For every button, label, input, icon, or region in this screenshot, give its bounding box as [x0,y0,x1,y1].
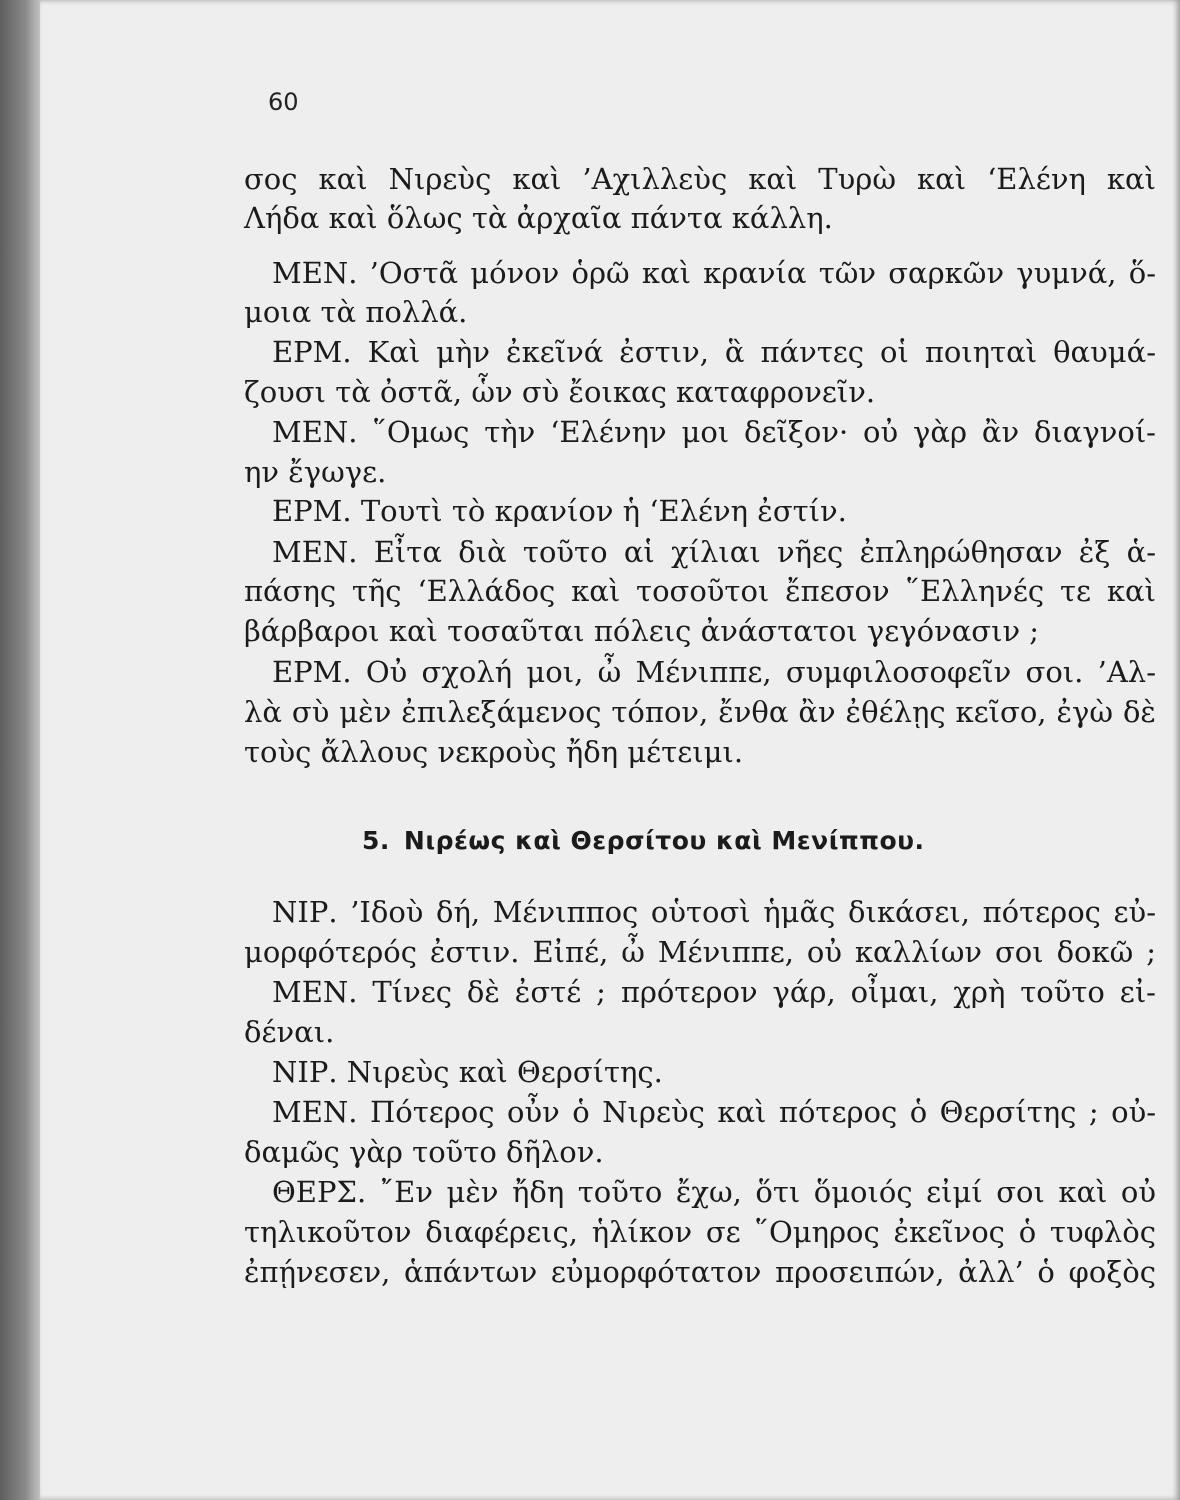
text-line: ΕΡΜ. Οὐ σχολή μοι, ὦ Μένιππε, συμφιλοσοφεῖν σοι. ’Αλ- [272,655,1156,689]
page-number: 60 [268,88,299,116]
text-line: ΜΕΝ. Εἶτα διὰ τοῦτο αἱ χίλιαι νῆες ἐπληρώθησαν ἐξ ἁ- [272,535,1156,569]
section-heading [362,826,925,855]
text-line: μορφότερός ἐστιν. Εἰπέ, ὦ Μένιππε, οὐ καλλίων σοι δοκῶ ; [244,935,1156,969]
text-line: ΝΙΡ. ’Ιδοὺ δή, Μένιππος οὑτοσὶ ἡμᾶς δικάσει, πότερος εὐ- [272,895,1156,929]
text-line: ΕΡΜ. Καὶ μὴν ἐκεῖνά ἐστιν, ἃ πάντες οἱ ποιηταὶ θαυμά- [272,335,1156,369]
text-line: ΕΡΜ. Τουτὶ τὸ κρανίον ἡ ‘Ελένη ἐστίν. [272,494,847,528]
text-line: ΜΕΝ. Τίνες δὲ ἐστέ ; πρότερον γάρ, οἶμαι, χρὴ τοῦτο εἰ- [272,975,1156,1009]
text-line: μοια τὰ πολλά. [244,295,468,329]
section-title: Νιρέως καὶ Θερσίτου καὶ Μενίππου. [403,826,925,855]
text-line: ΜΕΝ. ῞Ομως τὴν ‘Ελένην μοι δεῖξον· οὐ γὰρ ἂν διαγνοί- [272,415,1156,449]
text-line: ΜΕΝ. ’Οστᾶ μόνον ὁρῶ καὶ κρανία τῶν σαρκῶν γυμνά, ὅ- [272,256,1156,290]
text-line: ζουσι τὰ ὀστᾶ, ὧν σὺ ἔοικας καταφρονεῖν. [244,375,876,409]
text-line: ἐπῄνεσεν, ἁπάντων εὐμορφότατον προσειπών, ἀλλ’ ὁ φοξὸς [244,1255,1156,1289]
text-line: σος καὶ Νιρεὺς καὶ ’Αχιλλεὺς καὶ Τυρὼ καὶ ‘Ελένη καὶ [244,162,1156,196]
text-line: ΜΕΝ. Πότερος οὖν ὁ Νιρεὺς καὶ πότερος ὁ Θερσίτης ; οὐ- [272,1095,1156,1129]
text-line: ΝΙΡ. Νιρεὺς καὶ Θερσίτης. [272,1055,663,1089]
text-line: λὰ σὺ μὲν ἐπιλεξάμενος τόπον, ἔνθα ἂν ἐθέλῃς κεῖσο, ἐγὼ δὲ [244,695,1156,729]
text-line: πάσης τῆς ‘Ελλάδος καὶ τοσοῦτοι ἔπεσον ῞Ελληνές τε καὶ [244,574,1156,608]
text-line: Λήδα καὶ ὅλως τὰ ἀρχαῖα πάντα κάλλη. [244,201,833,235]
text-line: τοὺς ἄλλους νεκροὺς ἤδη μέτειμι. [244,735,744,769]
text-line: δέναι. [244,1015,335,1049]
text-line: τηλικοῦτον διαφέρεις, ἡλίκον σε ῞Ομηρος ἐκεῖνος ὁ τυφλὸς [244,1215,1156,1249]
section-number: 5. [362,826,390,855]
text-line: βάρβαροι καὶ τοσαῦται πόλεις ἀνάστατοι γεγόνασιν ; [244,614,1040,648]
text-line: δαμῶς γὰρ τοῦτο δῆλον. [244,1135,604,1169]
text-line: ΘΕΡΣ. ῎Εν μὲν ἤδη τοῦτο ἔχω, ὅτι ὅμοιός εἰμί σοι καὶ οὐ [272,1175,1156,1209]
text-line: ην ἔγωγε. [244,455,387,489]
